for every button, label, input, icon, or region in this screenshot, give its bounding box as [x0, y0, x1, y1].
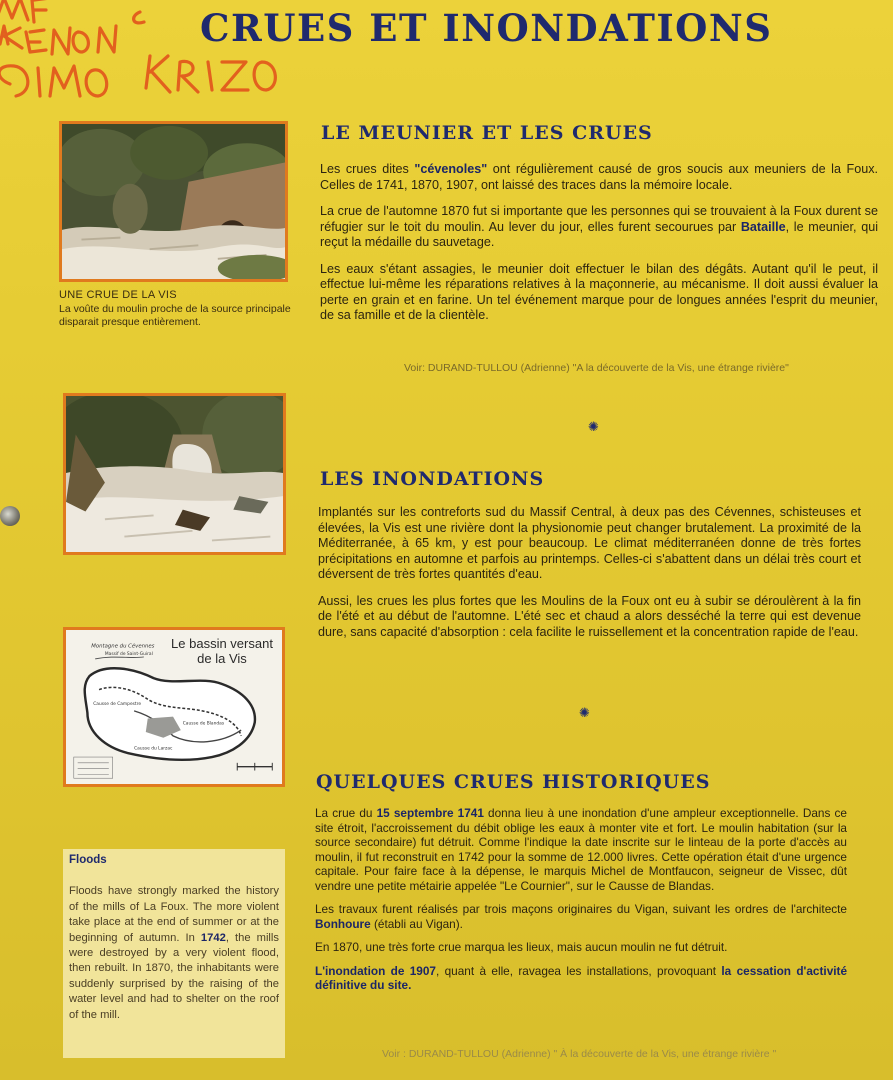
inondations-paragraph-2: Aussi, les crues les plus fortes que les Moulins de la Foux ont eu à subir se déroulèrent à la fin de l'été et au début de l'automne. L'été sec et chaud a alors desséché la terre qui est devenue dure, sans capacité d'absorption : cela facilite le ruissellement et la concentration rapide de l'eau.: [318, 593, 861, 639]
svg-text:Causse de Blandas: Causse de Blandas: [182, 721, 225, 727]
mill-vault-flood-image: [62, 124, 285, 279]
section-title-meunier: LE MEUNIER ET LES CRUES: [321, 122, 653, 144]
separator-star-icon: ✺: [588, 420, 599, 435]
reference-note-2: Voir : DURAND-TULLOU (Adrienne) " À la découverte de la Vis, une étrange rivière ": [382, 1048, 777, 1060]
floods-english-box: [63, 849, 285, 1058]
floods-text: Floods have strongly marked the history of the mills of La Foux. The more violent take place at the end of summer or at the beginning of autumn. In 1742, the mills were destroyed by a very violent flood, then rebuilt. In 1870, the inhabitants were suddenly surprised by the raising of the water level and had to shelter on the roof of the mill.: [69, 885, 279, 1021]
floods-title: Floods: [69, 854, 107, 866]
flood-photo-mill-vault: [59, 121, 288, 282]
meunier-paragraph-1: Les crues dites "cévenoles" ont régulièrement causé de gros soucis aux meuniers de la Foux. Celles de 1741, 1870, 1907, ont laissé des traces dans la mémoire locale.: [320, 162, 878, 192]
river-torrent-image: [66, 396, 283, 552]
meunier-paragraph-3: Les eaux s'étant assagies, le meunier doit effectuer le bilan des dégâts. Autant qu'il le peut, il effectue lui-même les réparations relatives à la maçonnerie, au mécanisme. Il doit aussi évaluer la perte en grain et en farine. Un tel événement marque pour de longues années l'esprit du meunier, de sa famille et de la clientèle.: [320, 261, 878, 322]
separator-star-icon: ✺: [579, 706, 590, 721]
inondations-paragraph-1: Implantés sur les contreforts sud du Massif Central, à deux pas des Cévennes, schisteuses et élevées, la Vis est une rivière dont la physionomie peut changer brutalement. La proximité de la Méditerranée, à 65 km, y est pour beaucoup. Le climat méditerranéen donne de très fortes précipitations en automne et parfois au printemps. Celles-ci s'abattent dans un délai très court et déversent de très fortes quantités d'eau.: [318, 505, 861, 581]
main-title: CRUES ET INONDATIONS: [200, 6, 773, 50]
screw-icon: [0, 506, 20, 526]
section-title-inondations: LES INONDATIONS: [320, 468, 545, 490]
section-title-historiques: QUELQUES CRUES HISTORIQUES: [316, 771, 711, 793]
svg-text:Causse du Larzac: Causse du Larzac: [134, 746, 173, 752]
section-inondations-text: [318, 505, 861, 651]
caption-title: UNE CRUE DE LA VIS: [59, 289, 177, 301]
svg-text:Montagne du Cévennes: Montagne du Cévennes: [91, 643, 155, 650]
reference-note-1: Voir: DURAND-TULLOU (Adrienne) "A la découverte de la Vis, une étrange rivière": [404, 362, 789, 374]
section-meunier-text: [320, 162, 878, 335]
historiques-paragraph-1: La crue du 15 septembre 1741 donna lieu à une inondation d'une ampleur exceptionnelle. Dans ce site étroit, l'accroissement du débit oblige les eaux à monter vite et fort. Le moulin habitation (sur la source secondaire) fut détruit. Comme l'indique la date inscrite sur le linteau de la porte d'accès au moulin, il fut reconstruit en 1742 pour la somme de 12.000 livres. Cette opération était d'une urgence capitale. Pour faire face à la dépense, le marquis Michel de Montfaucon, seigneur de Vissec, dût vendre une petite métairie appelée "Le Cournier", sur le Causse de Blandas.: [315, 806, 847, 893]
section-historiques-text: [315, 806, 847, 1002]
photo-caption: [59, 289, 291, 330]
historiques-paragraph-2: Les travaux furent réalisés par trois maçons originaires du Vigan, suivant les ordres de l'architecte Bonhoure (établi au Vigan).: [315, 902, 847, 931]
svg-text:Massif de Saint-Guiral: Massif de Saint-Guiral: [104, 652, 153, 658]
map-title: Le bassin versant de la Vis: [171, 636, 273, 666]
flood-photo-river-torrent: [63, 393, 286, 555]
watershed-map: [63, 627, 285, 787]
meunier-paragraph-2: La crue de l'automne 1870 fut si importante que les personnes qui se trouvaient à la Foux durent se réfugier sur le toit du moulin. Au lever du jour, elles furent secourues par Bataille, le meunier, qui reçut la médaille du sauvetage.: [320, 204, 878, 249]
svg-text:Causse de Campestre: Causse de Campestre: [93, 702, 142, 708]
historiques-paragraph-4: L'inondation de 1907, quant à elle, ravagea les installations, provoquant la cessation d'activité définitive du site.: [315, 963, 848, 992]
historiques-paragraph-3: En 1870, une très forte crue marqua les lieux, mais aucun moulin ne fut détruit.: [315, 940, 728, 954]
caption-text: La voûte du moulin proche de la source principale disparait presque entièrement.: [59, 302, 291, 328]
